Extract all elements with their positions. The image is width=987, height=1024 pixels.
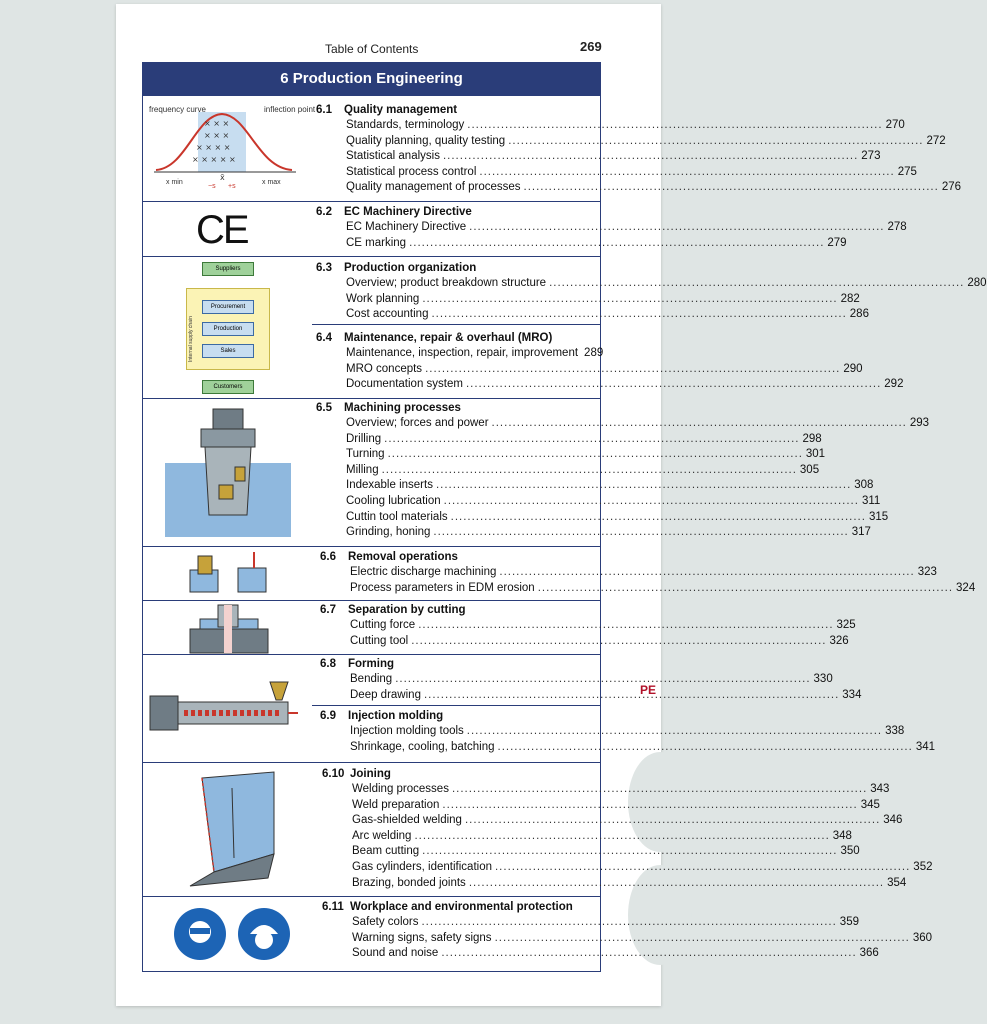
minus-s-label: −s: [208, 183, 216, 190]
dot-leader: [442, 798, 857, 814]
entry-page-number: 359: [839, 916, 859, 928]
dot-leader: [425, 362, 840, 378]
dot-leader: [495, 860, 910, 876]
entry-page-number: 308: [854, 479, 874, 492]
toc-entry[interactable]: [322, 829, 852, 845]
entry-title: Arc welding: [352, 829, 412, 842]
entry-title: Work planning: [346, 292, 420, 305]
section-number: 6.5: [316, 402, 332, 414]
section-divider: [142, 398, 601, 399]
section-number: 6.2: [316, 206, 332, 218]
entry-title: Beam cutting: [352, 845, 420, 858]
toc-entry[interactable]: [320, 618, 856, 634]
section-number: 6.11: [322, 901, 344, 913]
entry-page-number: 354: [887, 876, 907, 889]
section-heading[interactable]: [316, 205, 600, 220]
svg-text:× × × × ×: × × × × ×: [192, 155, 236, 164]
toc-section: [316, 205, 907, 251]
section-title: Forming: [348, 658, 394, 670]
entry-page-number: 346: [883, 814, 903, 827]
entry-page-number: 272: [926, 134, 946, 147]
dot-leader: [436, 478, 851, 494]
section-title: Removal operations: [348, 551, 458, 563]
toc-entry[interactable]: [322, 782, 890, 798]
toc-entry[interactable]: [322, 915, 859, 931]
toc-section: [320, 603, 856, 649]
sales-box: Sales: [202, 344, 254, 358]
dot-leader: [508, 134, 923, 150]
dot-leader: [422, 292, 837, 308]
milling-tool-figure: [165, 405, 291, 537]
production-box: Production: [202, 322, 254, 336]
section-divider: [142, 256, 601, 257]
section-title: Workplace and environmental protection: [350, 901, 573, 913]
toc-entry[interactable]: [322, 860, 933, 876]
entry-title: Warning signs, safety signs: [352, 931, 492, 944]
entry-page-number: 334: [842, 688, 862, 701]
toc-entry[interactable]: [316, 180, 962, 196]
dot-leader: [414, 829, 829, 845]
toc-entry[interactable]: [320, 565, 937, 581]
entry-title: Cutting tool: [350, 634, 409, 647]
toc-entry[interactable]: [320, 724, 905, 740]
entry-page-number: 317: [851, 526, 871, 539]
side-tab-label: PE: [640, 683, 657, 697]
section-number: 6.9: [320, 710, 336, 722]
toc-entry[interactable]: [316, 494, 881, 510]
entry-title: Statistical process control: [346, 165, 477, 178]
dot-leader: [441, 946, 856, 962]
entry-title: Gas cylinders, identification: [352, 860, 492, 873]
dot-leader: [421, 915, 836, 931]
dot-leader: [538, 581, 953, 597]
svg-text:× × ×: × × ×: [204, 119, 230, 128]
dot-leader: [492, 416, 907, 432]
toc-entry[interactable]: [322, 931, 933, 947]
toc-entry[interactable]: [316, 118, 905, 134]
entry-page-number: 360: [912, 931, 933, 944]
entry-page-number: 343: [870, 783, 890, 795]
entry-title: Brazing, bonded joints: [352, 876, 466, 889]
dot-leader: [495, 931, 910, 947]
toc-section: [316, 261, 987, 323]
entry-title: Documentation system: [346, 378, 463, 391]
section-heading[interactable]: [316, 331, 600, 346]
dot-leader: [467, 118, 882, 134]
entry-page-number: 298: [802, 432, 822, 445]
toc-entry[interactable]: [316, 346, 604, 362]
entry-page-number: 305: [799, 463, 820, 476]
plus-s-label: +s: [228, 183, 236, 190]
entry-title: Shrinkage, cooling, batching: [350, 740, 495, 753]
section-heading[interactable]: [316, 401, 600, 416]
dot-leader: [418, 618, 833, 634]
entry-title: Sound and noise: [352, 947, 439, 960]
toc-entry[interactable]: [316, 525, 871, 541]
dot-leader: [469, 876, 884, 892]
section-divider: [142, 654, 601, 655]
section-number: 6.3: [316, 262, 332, 274]
entry-page-number: 280: [967, 277, 987, 289]
section-title: Machining processes: [344, 402, 461, 414]
section-number: 6.7: [320, 604, 336, 616]
section-divider: [142, 896, 601, 897]
toc-section: [320, 550, 976, 596]
dot-leader: [422, 844, 837, 860]
entry-title: Quality management of processes: [346, 181, 521, 194]
toc-entry[interactable]: [320, 581, 976, 597]
entry-title: Cost accounting: [346, 308, 429, 321]
dot-leader: [382, 463, 797, 479]
toc-section: [322, 900, 933, 962]
entry-page-number: 350: [840, 845, 860, 858]
entry-page-number: 348: [832, 829, 852, 842]
org-chart-figure: [180, 262, 280, 394]
frequency-curve-figure: [146, 100, 316, 200]
entry-title: MRO concepts: [346, 362, 423, 375]
toc-section: [316, 331, 904, 393]
entry-title: Cooling lubrication: [346, 494, 441, 507]
entry-title: Weld preparation: [352, 798, 440, 811]
xmin-label: x min: [166, 179, 183, 186]
section-divider: [142, 546, 601, 547]
section-heading[interactable]: [320, 709, 600, 724]
toc-entry[interactable]: [316, 463, 820, 479]
supply-chain-label: Internal supply chain: [188, 316, 194, 362]
running-header-title: Table of Contents: [325, 42, 419, 56]
entry-page-number: 366: [859, 947, 879, 960]
entry-page-number: 279: [827, 236, 847, 249]
toc-section: [316, 401, 930, 541]
dot-leader: [424, 688, 839, 704]
section-divider: [142, 600, 601, 601]
toc-entry[interactable]: [316, 478, 874, 494]
section-divider: [312, 324, 601, 325]
entry-page-number: 273: [861, 150, 881, 163]
entry-page-number: 289: [584, 347, 604, 359]
section-heading[interactable]: [316, 103, 600, 118]
dot-leader: [498, 740, 913, 756]
entry-title: Overview; product breakdown structure: [346, 277, 547, 289]
injection-molding-figure: [148, 678, 310, 738]
entry-title: Safety colors: [352, 916, 419, 928]
toc-entry[interactable]: [316, 377, 904, 393]
section-number: 6.8: [320, 658, 336, 670]
entry-page-number: 325: [836, 619, 856, 631]
toc-entry[interactable]: [322, 798, 880, 814]
dot-leader: [465, 813, 880, 829]
toc-entry[interactable]: [316, 220, 907, 236]
entry-title: Maintenance, inspection, repair, improvement: [346, 347, 579, 359]
entry-title: Cuttin tool materials: [346, 510, 448, 523]
entry-title: Deep drawing: [350, 688, 421, 701]
toc-entry[interactable]: [322, 813, 903, 829]
toc-entry[interactable]: [320, 672, 833, 688]
toc-entry[interactable]: [316, 236, 847, 252]
toc-section: [322, 767, 933, 891]
toc-section: [316, 103, 962, 196]
section-title: Joining: [350, 768, 391, 780]
dot-leader: [431, 307, 846, 323]
toc-entry[interactable]: [316, 165, 917, 181]
entry-title: CE marking: [346, 236, 407, 249]
edm-figure: [186, 550, 272, 596]
welding-figure: [184, 768, 280, 892]
toc-section: [320, 709, 935, 755]
entry-page-number: 292: [884, 378, 904, 391]
dot-leader: [444, 494, 859, 510]
toc-entry[interactable]: [316, 447, 826, 463]
section-title: Quality management: [344, 104, 458, 116]
section-heading[interactable]: [316, 261, 600, 276]
entry-page-number: 270: [885, 119, 905, 131]
entry-title: Cutting force: [350, 619, 416, 631]
section-heading[interactable]: [320, 657, 600, 672]
entry-page-number: 276: [941, 181, 962, 194]
dot-leader: [409, 236, 824, 252]
section-title: Maintenance, repair & overhaul (MRO): [344, 332, 553, 344]
dot-leader: [388, 447, 803, 463]
entry-page-number: 338: [885, 725, 905, 737]
section-number: 6.10: [322, 768, 345, 780]
dot-leader: [549, 276, 964, 292]
entry-title: Gas-shielded welding: [352, 814, 462, 827]
chapter-title-bar: 6 Production Engineering: [142, 62, 601, 96]
section-divider: [142, 762, 601, 763]
toc-entry[interactable]: [316, 134, 946, 150]
entry-title: Quality planning, quality testing: [346, 134, 506, 147]
dot-leader: [433, 525, 848, 541]
customers-box: Customers: [202, 380, 254, 394]
entry-page-number: 345: [860, 798, 880, 811]
section-title: Separation by cutting: [348, 604, 466, 616]
section-heading[interactable]: [322, 900, 600, 915]
entry-page-number: 341: [915, 740, 935, 753]
safety-signs-figure: [172, 900, 296, 968]
ce-mark: CE: [196, 208, 248, 252]
entry-page-number: 311: [861, 494, 881, 507]
entry-title: EC Machinery Directive: [346, 221, 467, 233]
section-divider: [142, 201, 601, 202]
section-title: Injection molding: [348, 710, 444, 722]
toc-entry[interactable]: [322, 844, 860, 860]
dot-leader: [466, 377, 881, 393]
toc-entry[interactable]: [316, 276, 987, 292]
dot-leader: [443, 149, 858, 165]
dot-leader: [395, 672, 810, 688]
section-number: 6.6: [320, 551, 336, 563]
svg-text:× × × ×: × × × ×: [196, 143, 231, 152]
section-title: Production organization: [344, 262, 477, 274]
entry-page-number: 286: [849, 308, 869, 321]
entry-title: Process parameters in EDM erosion: [350, 581, 535, 594]
suppliers-box: Suppliers: [202, 262, 254, 276]
section-divider: [312, 705, 601, 706]
inflection-point-label: inflection point: [264, 105, 316, 114]
dot-leader: [452, 782, 867, 798]
toc-entry[interactable]: [316, 307, 869, 323]
entry-page-number: 290: [843, 362, 863, 375]
dot-leader: [469, 220, 884, 236]
entry-title: Welding processes: [352, 783, 449, 795]
entry-page-number: 352: [913, 860, 933, 873]
entry-page-number: 275: [897, 165, 917, 178]
dot-leader: [499, 565, 914, 581]
toc-entry[interactable]: [316, 416, 930, 432]
svg-text:× × ×: × × ×: [204, 131, 230, 140]
entry-title: Electric discharge machining: [350, 566, 497, 578]
page-number: 269: [580, 39, 602, 54]
section-heading[interactable]: [320, 603, 600, 618]
entry-page-number: 282: [840, 292, 860, 305]
entry-page-number: 278: [887, 221, 907, 233]
section-number: 6.1: [316, 104, 332, 116]
mean-label: x̄: [220, 173, 225, 182]
entry-title: Standards, terminology: [346, 119, 465, 131]
entry-page-number: 330: [813, 673, 833, 685]
entry-page-number: 323: [917, 566, 937, 578]
frequency-curve-label: frequency curve: [149, 105, 206, 114]
toc-entry[interactable]: [320, 634, 849, 650]
toc-entry[interactable]: [320, 740, 935, 756]
entry-title: Indexable inserts: [346, 479, 433, 492]
entry-title: Turning: [346, 448, 385, 461]
section-number: 6.4: [316, 332, 332, 344]
entry-title: Bending: [350, 673, 393, 685]
procurement-box: Procurement: [202, 300, 254, 314]
section-heading[interactable]: [322, 767, 600, 782]
dot-leader: [384, 432, 799, 448]
entry-title: Statistical analysis: [346, 150, 440, 163]
toc-entry[interactable]: [322, 946, 879, 962]
entry-page-number: 293: [909, 417, 930, 429]
entry-title: Milling: [346, 463, 379, 476]
dot-leader: [411, 634, 826, 650]
entry-page-number: 326: [829, 634, 849, 647]
dot-leader: [524, 180, 939, 196]
entry-page-number: 315: [868, 510, 889, 523]
section-heading[interactable]: [320, 550, 600, 565]
entry-title: Grinding, honing: [346, 526, 431, 539]
toc-entry[interactable]: [316, 510, 889, 526]
toc-entry[interactable]: [316, 292, 860, 308]
toc-entry[interactable]: [316, 362, 863, 378]
shearing-figure: [188, 603, 270, 655]
entry-title: Drilling: [346, 432, 382, 445]
toc-entry[interactable]: [322, 876, 907, 892]
toc-entry[interactable]: [316, 149, 881, 165]
entry-page-number: 301: [805, 448, 826, 461]
entry-title: Injection molding tools: [350, 725, 464, 737]
entry-title: Overview; forces and power: [346, 417, 489, 429]
entry-page-number: 324: [956, 581, 976, 594]
section-title: EC Machinery Directive: [344, 206, 472, 218]
dot-leader: [451, 510, 866, 526]
dot-leader: [479, 165, 894, 181]
xmax-label: x max: [262, 179, 281, 186]
toc-entry[interactable]: [316, 432, 822, 448]
dot-leader: [467, 724, 882, 740]
